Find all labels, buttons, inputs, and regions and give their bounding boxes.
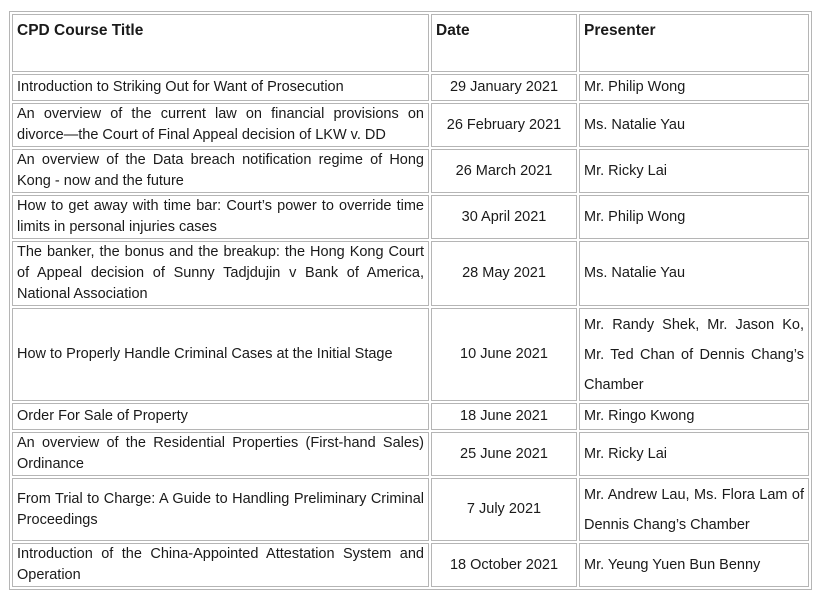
course-title-cell: An overview of the Residential Properties (First-hand Sales) Ordinance [12,432,429,476]
date-cell: 18 June 2021 [431,403,577,430]
presenter-cell: Mr. Yeung Yuen Bun Benny [579,543,809,587]
date-cell: 29 January 2021 [431,74,577,101]
table-row [12,241,809,306]
course-title-cell: The banker, the bonus and the breakup: the Hong Kong Court of Appeal decision of Sunny Tadjdujin v Bank of America, National Association [12,241,429,306]
date-cell: 25 June 2021 [431,432,577,476]
table-row [12,195,809,239]
course-title-cell: An overview of the Data breach notification regime of Hong Kong - now and the future [12,149,429,193]
presenter-cell: Ms. Natalie Yau [579,241,809,306]
cpd-table-container [9,11,812,590]
course-title-cell: How to get away with time bar: Court’s power to override time limits in personal injuries cases [12,195,429,239]
course-title-cell: Introduction to Striking Out for Want of Prosecution [12,74,429,101]
table-row [12,74,809,101]
header-presenter: Presenter [579,14,809,72]
header-date: Date [431,14,577,72]
date-cell: 18 October 2021 [431,543,577,587]
course-title-cell: An overview of the current law on financial provisions on divorce—the Court of Final Appeal decision of LKW v. DD [12,103,429,147]
date-cell: 26 March 2021 [431,149,577,193]
date-cell: 28 May 2021 [431,241,577,306]
course-title-cell: How to Properly Handle Criminal Cases at the Initial Stage [12,308,429,401]
header-course-title: CPD Course Title [12,14,429,72]
table-row [12,308,809,401]
table-row [12,432,809,476]
presenter-cell: Mr. Ricky Lai [579,149,809,193]
presenter-cell: Mr. Ringo Kwong [579,403,809,430]
table-row [12,149,809,193]
presenter-cell: Mr. Randy Shek, Mr. Jason Ko, Mr. Ted Chan of Dennis Chang’s Chamber [579,308,809,401]
presenter-cell: Ms. Natalie Yau [579,103,809,147]
cpd-course-table [9,11,812,590]
date-cell: 10 June 2021 [431,308,577,401]
course-title-cell: From Trial to Charge: A Guide to Handling Preliminary Criminal Proceedings [12,478,429,541]
table-row [12,103,809,147]
presenter-cell: Mr. Andrew Lau, Ms. Flora Lam of Dennis Chang’s Chamber [579,478,809,541]
table-row [12,403,809,430]
presenter-cell: Mr. Philip Wong [579,74,809,101]
date-cell: 7 July 2021 [431,478,577,541]
table-row [12,478,809,541]
date-cell: 26 February 2021 [431,103,577,147]
header-row [12,14,809,72]
course-title-cell: Order For Sale of Property [12,403,429,430]
table-row [12,543,809,587]
presenter-cell: Mr. Philip Wong [579,195,809,239]
presenter-cell: Mr. Ricky Lai [579,432,809,476]
date-cell: 30 April 2021 [431,195,577,239]
course-title-cell: Introduction of the China-Appointed Attestation System and Operation [12,543,429,587]
